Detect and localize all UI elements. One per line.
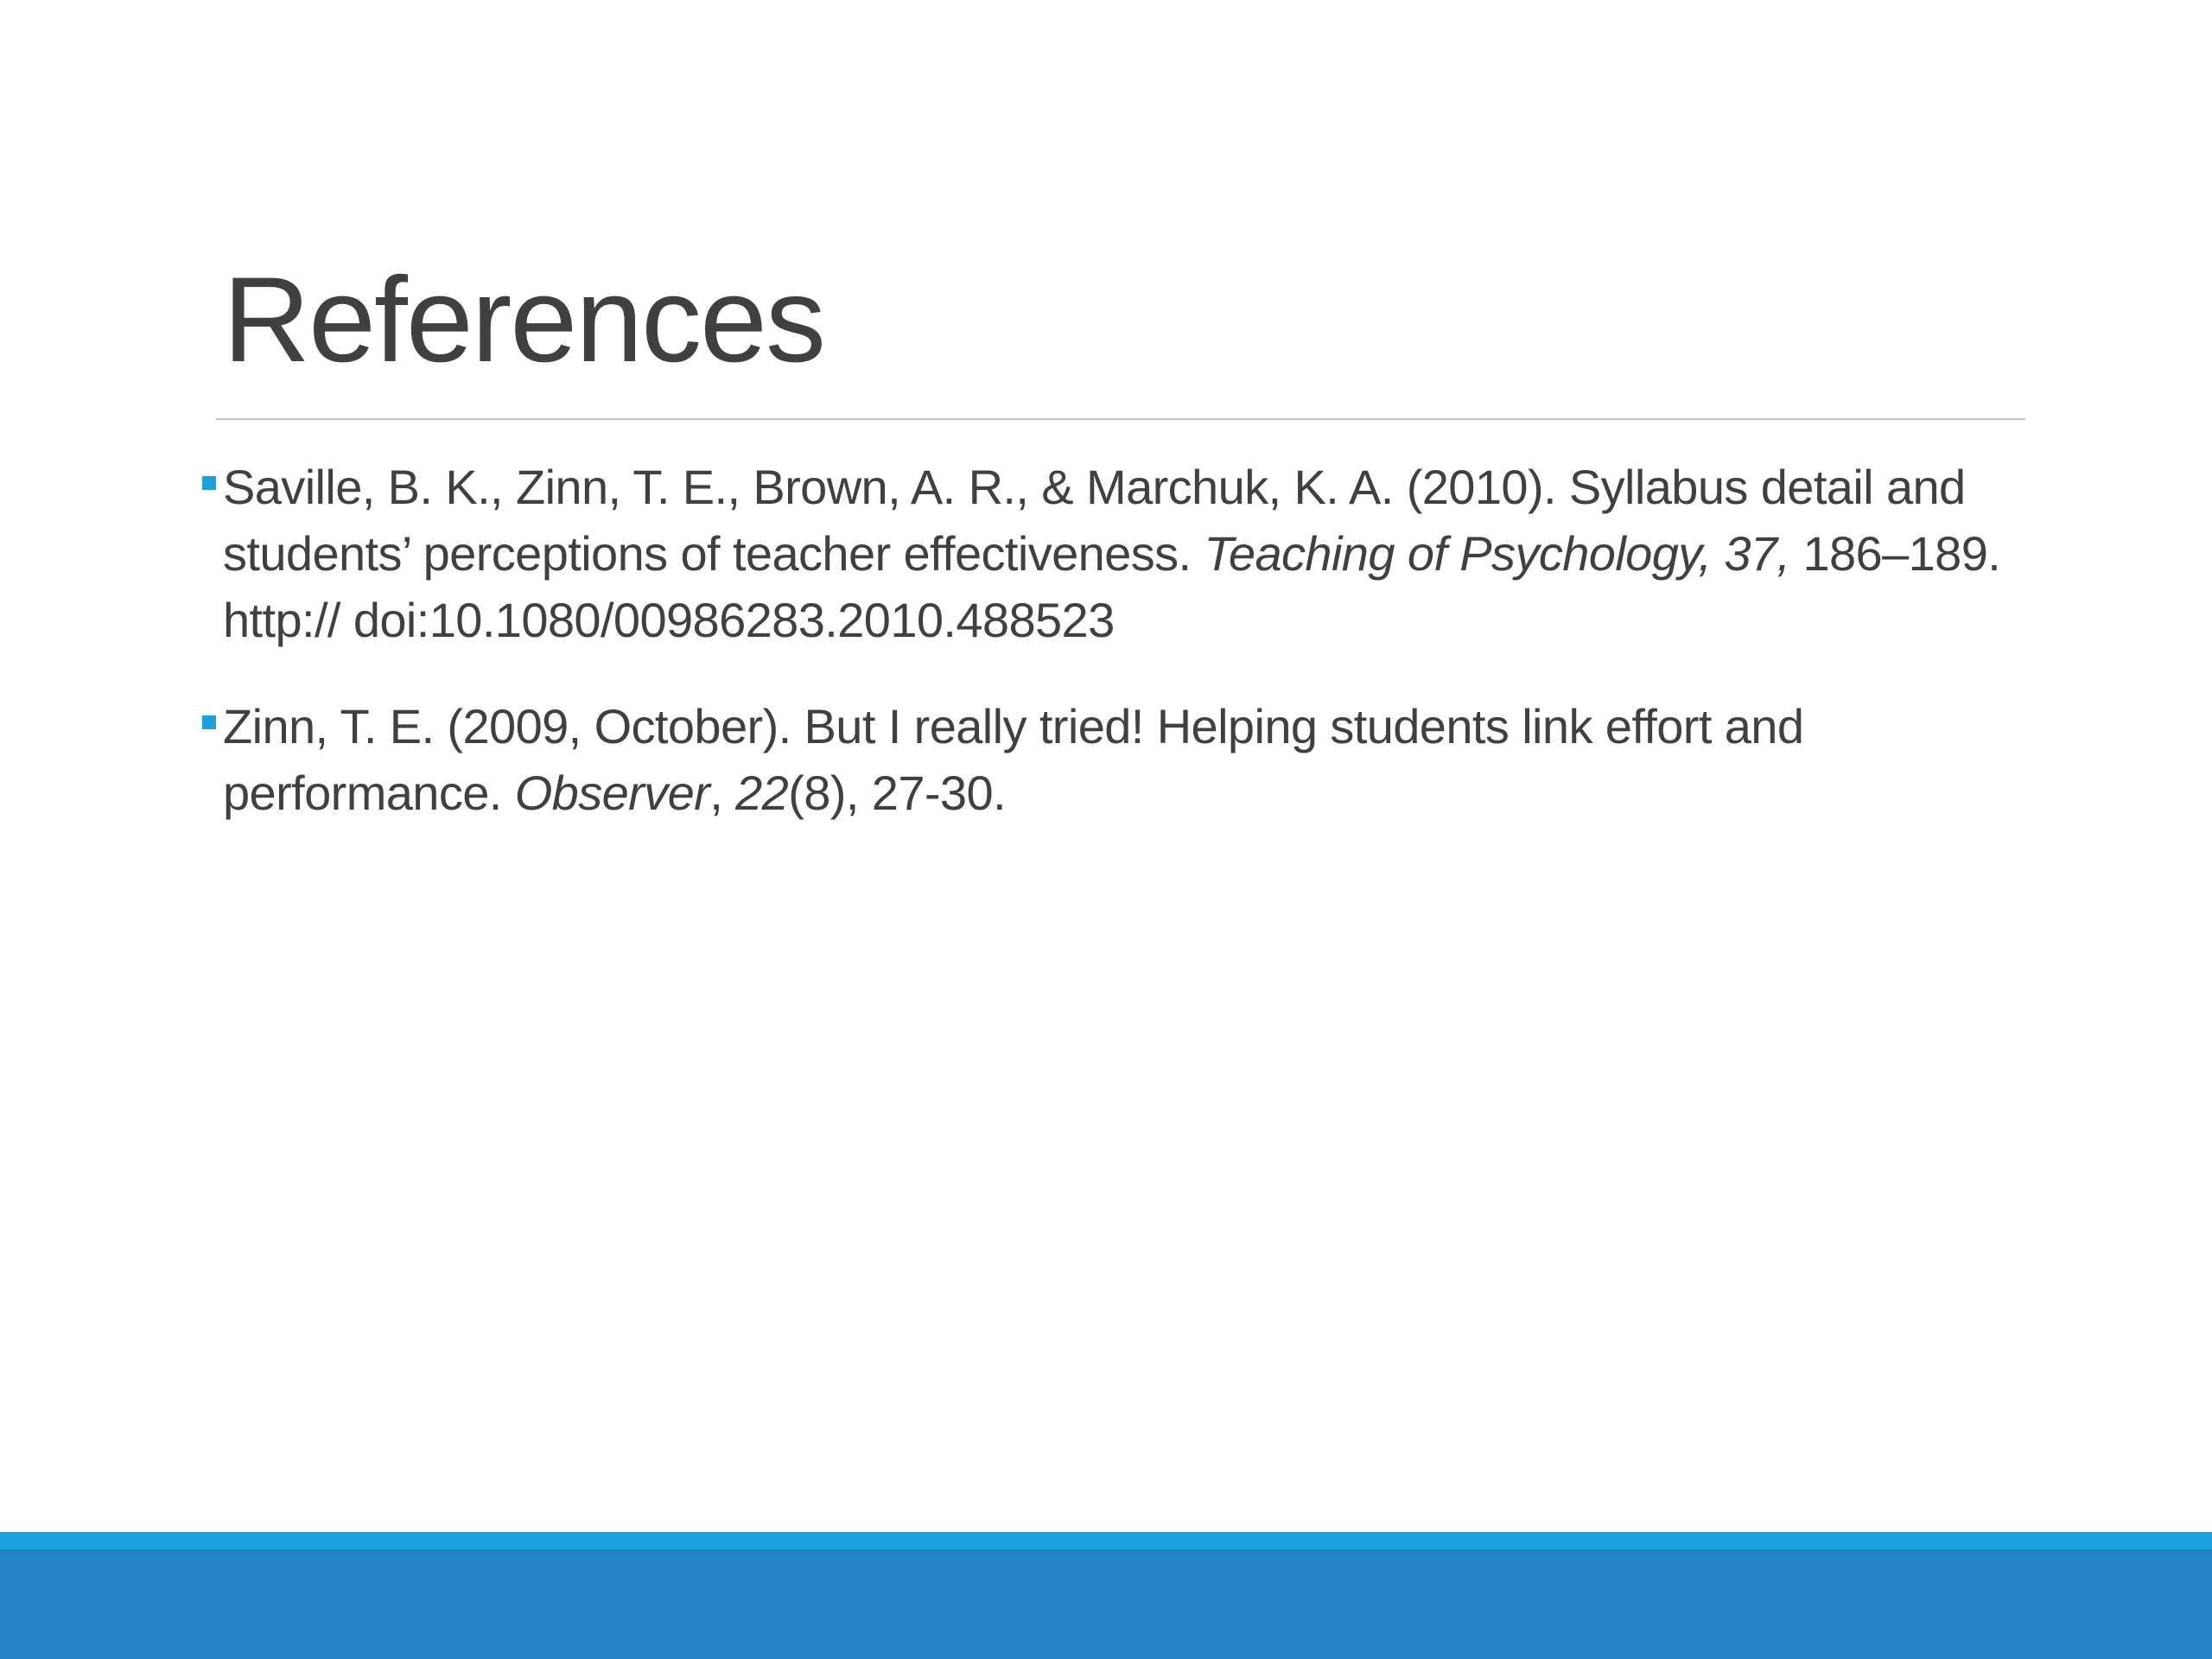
footer-accent-stripe — [0, 1532, 2212, 1549]
reference-volume: 22 — [735, 766, 789, 820]
square-bullet-icon — [202, 476, 216, 490]
reference-item — [200, 693, 2015, 826]
footer-bar — [0, 1549, 2212, 1659]
square-bullet-icon — [202, 715, 216, 729]
title-divider — [216, 418, 2025, 420]
slide-title: References — [223, 251, 824, 387]
reference-list — [200, 454, 2015, 866]
reference-authors: Saville, B. K., Zinn, T. E., Brown, A. R., & Marchuk, K. A. (2010). Syllabus detail and students’ perceptions of teacher effectiveness. — [223, 460, 1966, 581]
reference-journal: Teaching of Psychology, 37, — [1204, 526, 1790, 581]
reference-journal: Observer — [514, 766, 710, 820]
reference-details: 186–189. http:// doi:10.1080/00986283.2010.488523 — [223, 526, 2001, 647]
reference-item — [200, 454, 2015, 653]
reference-details: (8), 27-30. — [788, 766, 1006, 820]
reference-separator: , — [709, 766, 736, 820]
reference-authors: Zinn, T. E. (2009, October). But I really tried! Helping students link effort and performance. — [223, 699, 1804, 820]
